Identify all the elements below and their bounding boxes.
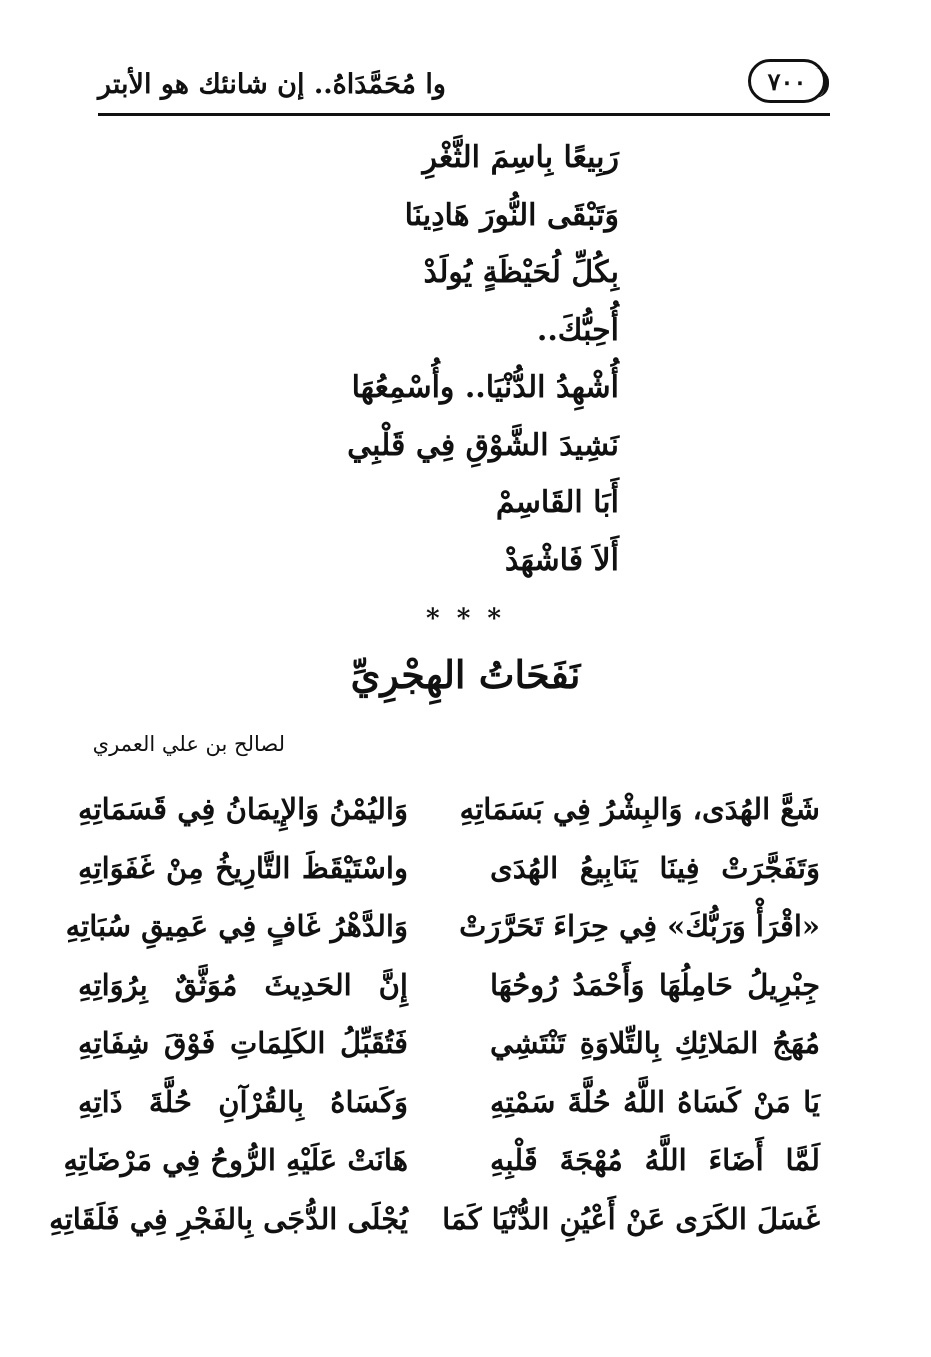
section-title: نَفَحَاتُ الهِجْرِيِّ bbox=[350, 652, 581, 697]
running-title: وا مُحَمَّدَاهُ.. إن شانئك هو الأبتر bbox=[98, 69, 446, 100]
page-header bbox=[98, 55, 830, 115]
verse-second-hemistich: يُجْلَى الدُّجَى بِالفَجْرِ فِي فَلَقَاتِهِ bbox=[49, 1201, 408, 1236]
verse-second-hemistich: وَكَسَاهُ بِالقُرْآنِ حُلَّةَ ذَاتِهِ bbox=[78, 1084, 408, 1119]
verse-first-hemistich: غَسَلَ الكَرَى عَنْ أَعْيُنِ الدُّنْيَا كَمَا bbox=[442, 1201, 820, 1236]
verse-first-hemistich: شَعَّ الهُدَى، وَالبِشْرُ فِي بَسَمَاتِهِ bbox=[459, 792, 820, 826]
verse-row bbox=[78, 968, 820, 1027]
author-line: لصالح بن علي العمري bbox=[92, 732, 285, 756]
verse-second-hemistich: وَاليُمْنُ وَالإِيمَانُ فِي قَسَمَاتِهِ bbox=[78, 792, 408, 826]
poem-line: وَتَبْقَى النُّورَ هَادِينَا bbox=[404, 197, 619, 233]
verse-table bbox=[49, 792, 820, 1260]
header-rule bbox=[98, 113, 830, 116]
verse-row bbox=[49, 1201, 820, 1261]
verse-second-hemistich: إِنَّ الحَدِيثَ مُوَثَّقٌ بِرُوَاتِهِ bbox=[78, 967, 408, 1002]
verse-second-hemistich: هَانَتْ عَلَيْهِ الرُّوحُ فِي مَرْضَاتِهِ bbox=[63, 1143, 408, 1177]
verse-second-hemistich: واسْتَيْقَظَ التَّارِيخُ مِنْ غَفَوَاتِهِ bbox=[78, 850, 408, 885]
section-separator: * * * bbox=[426, 604, 505, 634]
verse-row bbox=[78, 792, 820, 851]
verse-first-hemistich: يَا مَنْ كَسَاهُ اللَّهُ حُلَّةَ سَمْتِهِ bbox=[490, 1084, 820, 1119]
verse-first-hemistich: لَمَّا أَضَاءَ اللَّهُ مُهْجَةَ قَلْبِهِ bbox=[490, 1143, 820, 1177]
verse-second-hemistich: فَتُقَبِّلُ الكَلِمَاتِ فَوْقَ شِفَاتِهِ bbox=[78, 1026, 408, 1060]
free-verse-poem bbox=[319, 140, 619, 600]
poem-line: أُشْهِدُ الدُّنْيَا.. وأُسْمِعُهَا bbox=[351, 370, 619, 405]
poem-line: أَلاَ فَاشْهَدْ bbox=[504, 542, 619, 578]
verse-row bbox=[78, 1085, 820, 1144]
verse-first-hemistich: وَتَفَجَّرَتْ فِينَا يَنَابِيعُ الهُدَى bbox=[490, 850, 820, 885]
poem-line: نَشِيدَ الشَّوْقِ فِي قَلْبِي bbox=[347, 427, 619, 463]
verse-row bbox=[63, 1143, 820, 1202]
verse-row bbox=[78, 1026, 820, 1085]
poem-line: رَبِيعًا بِاسِمَ الثَّغْرِ bbox=[422, 140, 619, 175]
verse-first-hemistich: «اقْرَأْ وَرَبُّكَ» فِي حِرَاءَ تَحَرَّرَتْ bbox=[459, 909, 820, 943]
poem-line: أُحِبُّكَ.. bbox=[536, 312, 619, 348]
poem-line: بِكُلِّ لُحَيْظَةٍ يُولَدْ bbox=[423, 255, 619, 290]
verse-first-hemistich: مُهَجُ المَلائِكِ بِالتِّلاوَةِ تَنْتَشِي bbox=[490, 1026, 820, 1060]
verse-second-hemistich: وَالدَّهْرُ غَافٍ فِي عَمِيقِ سُبَاتِهِ bbox=[65, 909, 408, 943]
verse-row bbox=[78, 851, 820, 910]
page-number: ٧٠٠ bbox=[748, 59, 826, 103]
poem-line: أَبَا القَاسِمْ bbox=[495, 485, 619, 520]
verse-first-hemistich: جِبْرِيلُ حَامِلُهَا وَأَحْمَدُ رُوحُهَا bbox=[490, 967, 820, 1002]
verse-row bbox=[65, 909, 820, 968]
